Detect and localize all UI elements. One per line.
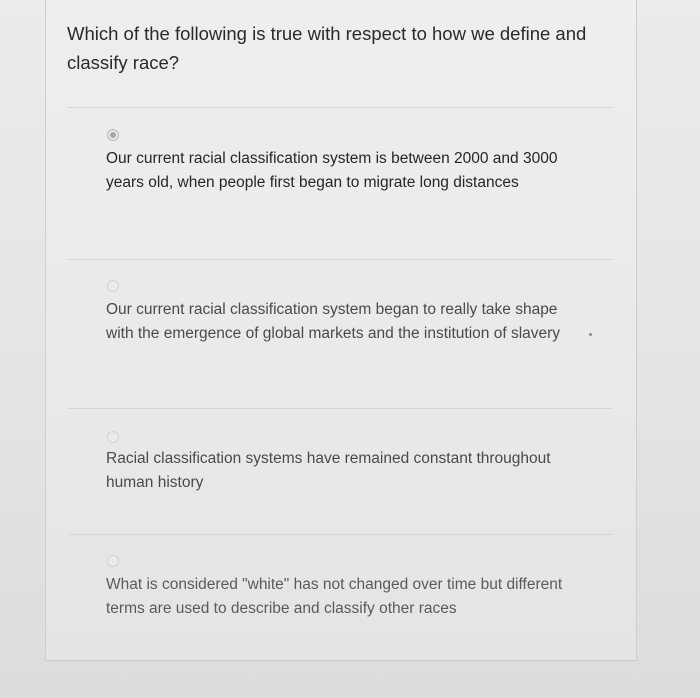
stray-mark [589,333,592,336]
option-3-radio[interactable] [107,431,119,443]
option-4-radio[interactable] [107,555,119,567]
option-2-radio[interactable] [107,280,119,292]
option-4-text[interactable]: What is considered "white" has not changed over time but different terms are used to describe and classify other races [106,576,563,617]
option-2-text[interactable]: Our current racial classification system began to really take shape with the emergence of global markets and the institution of slavery [106,301,561,342]
option-divider-2 [68,408,613,409]
option-divider-3 [68,534,613,535]
option-1-text[interactable]: Our current racial classification system is between 2000 and 3000 years old, when people first began to migrate long distances [106,150,558,191]
question-card [45,0,637,661]
option-3-text[interactable]: Racial classification systems have remained constant throughout human history [106,450,551,491]
option-1-radio[interactable] [107,129,119,141]
question-text: Which of the following is true with respect to how we define and classify race? [67,23,587,73]
question-divider [68,107,613,108]
option-divider-1 [68,259,613,260]
